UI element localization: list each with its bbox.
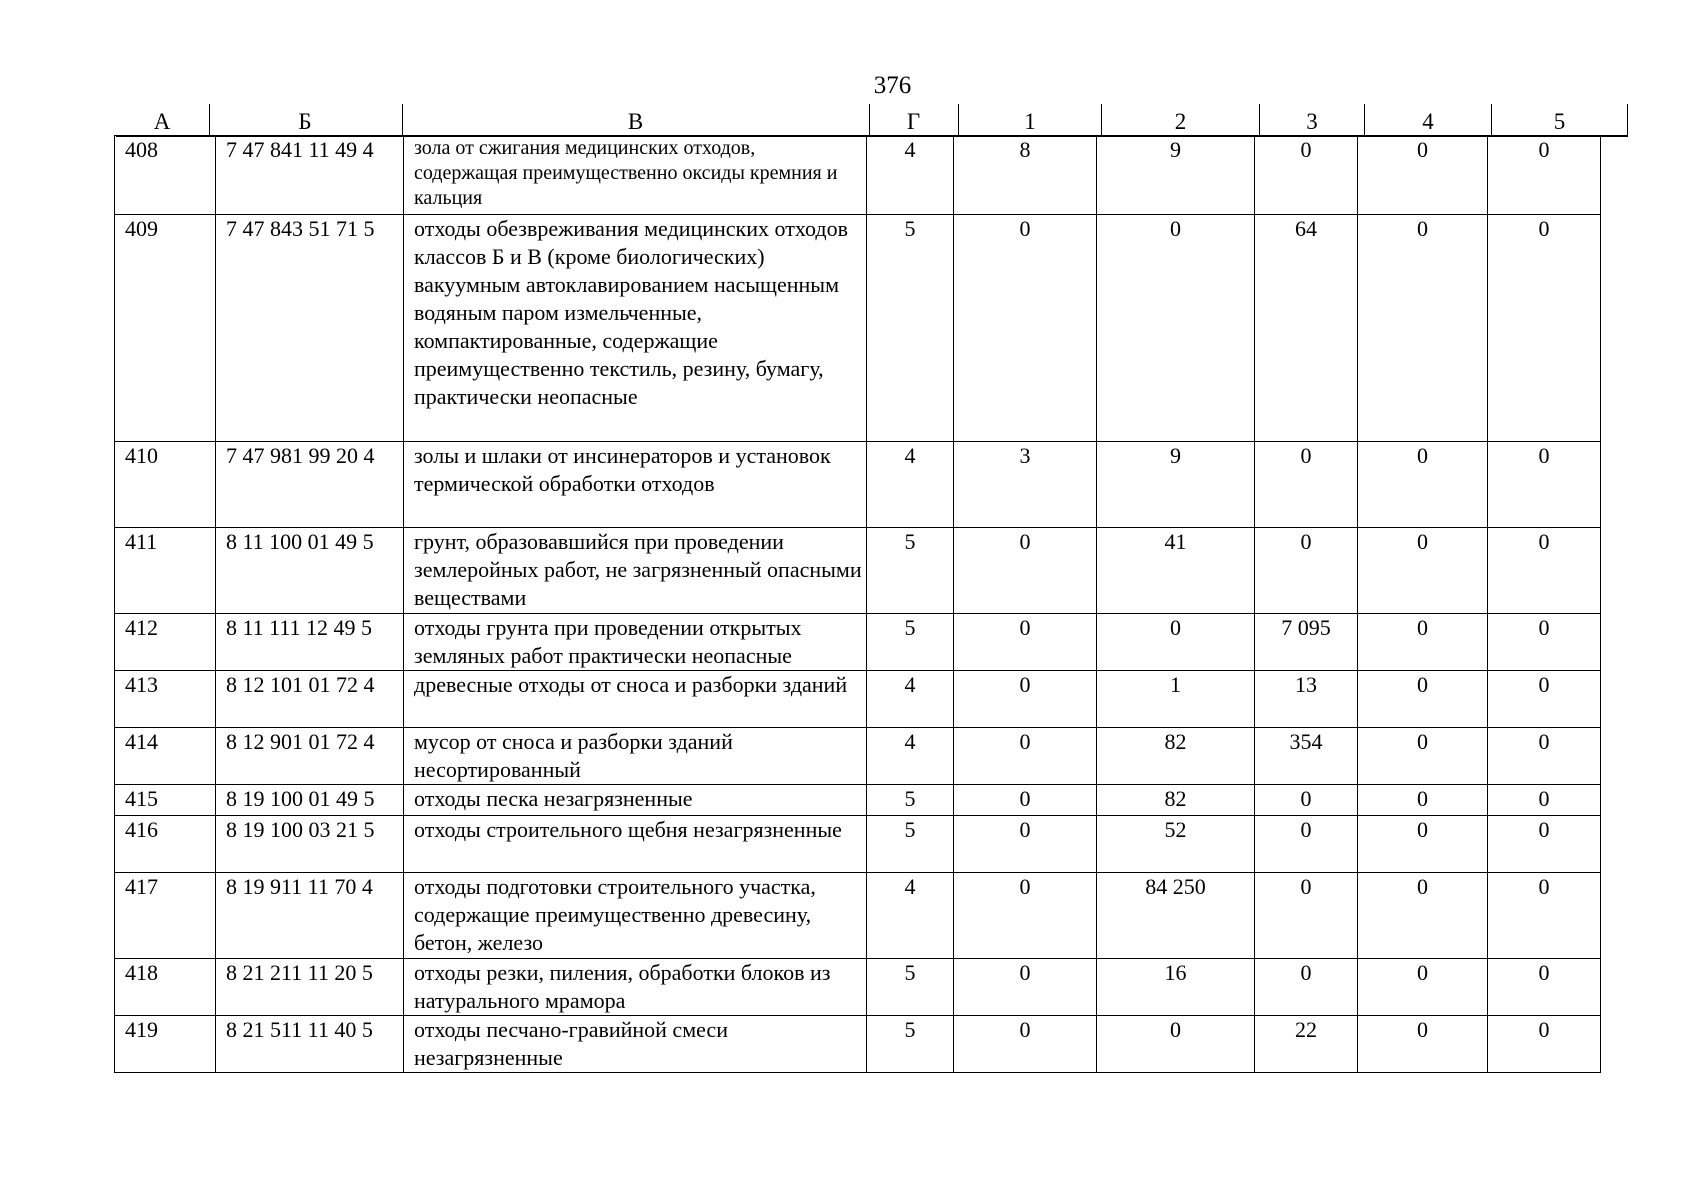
header-cell-4: 4 [1422,109,1434,134]
header-cell-1: 1 [1024,109,1036,134]
waste-description: отходы песка незагрязненные [404,785,867,816]
waste-code: 8 21 211 11 20 5 [216,959,404,1016]
waste-description: золы и шлаки от инсинераторов и установок термической обработки отходов [404,442,867,528]
value-col-4: 0 [1358,816,1488,873]
hazard-class: 5 [867,614,954,671]
value-col-3: 7 095 [1255,614,1358,671]
value-col-5: 0 [1488,873,1601,959]
waste-table [114,135,1601,1073]
value-col-1: 0 [954,215,1097,442]
waste-description: мусор от сноса и разборки зданий несортированный [404,728,867,785]
hazard-class: 5 [867,1016,954,1073]
value-col-1: 0 [954,528,1097,614]
value-col-1: 0 [954,959,1097,1016]
value-col-1: 0 [954,728,1097,785]
table-header [116,104,1628,136]
waste-description: отходы строительного щебня незагрязненные [404,816,867,873]
value-col-4: 0 [1358,1016,1488,1073]
value-col-3: 0 [1255,959,1358,1016]
value-col-3: 64 [1255,215,1358,442]
waste-description: зола от сжигания медицинских отходов, содержащая преимущественно оксиды кремния и кальция [404,136,867,215]
row-number: 408 [115,136,216,215]
waste-description: отходы обезвреживания медицинских отходов классов Б и В (кроме биологических) вакуумным автоклавированием насыщенным водяным паром измельченные, компактированные, содержащие преимущественно текстиль, резину, бумагу, практически неопасные [404,215,867,442]
row-number: 411 [115,528,216,614]
value-col-2: 0 [1097,614,1255,671]
value-col-2: 0 [1097,215,1255,442]
value-col-5: 0 [1488,959,1601,1016]
value-col-2: 41 [1097,528,1255,614]
value-col-5: 0 [1488,728,1601,785]
value-col-3: 0 [1255,136,1358,215]
waste-code: 7 47 981 99 20 4 [216,442,404,528]
waste-code: 8 19 100 03 21 5 [216,816,404,873]
header-cell-g: Г [906,109,921,134]
row-number: 413 [115,671,216,728]
value-col-5: 0 [1488,671,1601,728]
value-col-1: 0 [954,614,1097,671]
table-row [115,671,1601,728]
waste-code: 7 47 841 11 49 4 [216,136,404,215]
row-number: 418 [115,959,216,1016]
table-row [115,959,1601,1016]
value-col-1: 0 [954,1016,1097,1073]
waste-description: отходы резки, пиления, обработки блоков из натурального мрамора [404,959,867,1016]
waste-code: 8 21 511 11 40 5 [216,1016,404,1073]
header-cell-v: В [627,109,644,134]
value-col-3: 0 [1255,816,1358,873]
waste-code: 8 11 100 01 49 5 [216,528,404,614]
waste-code: 8 11 111 12 49 5 [216,614,404,671]
waste-description: древесные отходы от сноса и разборки зданий [404,671,867,728]
value-col-5: 0 [1488,785,1601,816]
value-col-4: 0 [1358,614,1488,671]
header-cell-a: А [153,109,171,134]
value-col-1: 0 [954,671,1097,728]
value-col-5: 0 [1488,442,1601,528]
table-row [115,1016,1601,1073]
waste-description: грунт, образовавшийся при проведении землеройных работ, не загрязненный опасными веществами [404,528,867,614]
value-col-4: 0 [1358,728,1488,785]
table-row [115,215,1601,442]
value-col-3: 0 [1255,442,1358,528]
value-col-2: 52 [1097,816,1255,873]
value-col-4: 0 [1358,136,1488,215]
value-col-3: 22 [1255,1016,1358,1073]
value-col-2: 9 [1097,136,1255,215]
hazard-class: 5 [867,959,954,1016]
table-row [115,442,1601,528]
waste-description: отходы подготовки строительного участка, содержащие преимущественно древесину, бетон, железо [404,873,867,959]
row-number: 419 [115,1016,216,1073]
value-col-3: 354 [1255,728,1358,785]
hazard-class: 4 [867,728,954,785]
table-row [115,785,1601,816]
table-row [115,528,1601,614]
value-col-1: 0 [954,816,1097,873]
waste-description: отходы песчано-гравийной смеси незагрязненные [404,1016,867,1073]
value-col-1: 0 [954,785,1097,816]
value-col-2: 1 [1097,671,1255,728]
table-row [115,873,1601,959]
value-col-5: 0 [1488,528,1601,614]
value-col-1: 0 [954,873,1097,959]
value-col-3: 13 [1255,671,1358,728]
hazard-class: 5 [867,785,954,816]
row-number: 415 [115,785,216,816]
waste-code: 8 19 911 11 70 4 [216,873,404,959]
value-col-5: 0 [1488,136,1601,215]
value-col-2: 16 [1097,959,1255,1016]
waste-code: 8 12 901 01 72 4 [216,728,404,785]
waste-code: 8 12 101 01 72 4 [216,671,404,728]
header-cell-2: 2 [1174,109,1187,134]
header-cell-5: 5 [1553,109,1566,134]
hazard-class: 5 [867,215,954,442]
value-col-2: 82 [1097,728,1255,785]
value-col-1: 8 [954,136,1097,215]
header-cell-b: Б [298,109,312,134]
hazard-class: 4 [867,671,954,728]
row-number: 409 [115,215,216,442]
value-col-5: 0 [1488,816,1601,873]
waste-code: 7 47 843 51 71 5 [216,215,404,442]
value-col-2: 9 [1097,442,1255,528]
row-number: 416 [115,816,216,873]
page-number: 376 [873,72,912,99]
value-col-4: 0 [1358,873,1488,959]
value-col-3: 0 [1255,785,1358,816]
waste-code: 8 19 100 01 49 5 [216,785,404,816]
table-row [115,136,1601,215]
value-col-3: 0 [1255,873,1358,959]
value-col-1: 3 [954,442,1097,528]
hazard-class: 5 [867,816,954,873]
value-col-2: 0 [1097,1016,1255,1073]
value-col-4: 0 [1358,215,1488,442]
value-col-5: 0 [1488,215,1601,442]
value-col-2: 84 250 [1097,873,1255,959]
value-col-4: 0 [1358,785,1488,816]
hazard-class: 4 [867,442,954,528]
row-number: 414 [115,728,216,785]
value-col-4: 0 [1358,959,1488,1016]
row-number: 410 [115,442,216,528]
value-col-3: 0 [1255,528,1358,614]
value-col-4: 0 [1358,671,1488,728]
row-number: 417 [115,873,216,959]
hazard-class: 4 [867,136,954,215]
value-col-5: 0 [1488,1016,1601,1073]
value-col-2: 82 [1097,785,1255,816]
table-row [115,728,1601,785]
row-number: 412 [115,614,216,671]
header-cell-3: 3 [1306,109,1318,134]
hazard-class: 5 [867,528,954,614]
table-row [115,816,1601,873]
waste-description: отходы грунта при проведении открытых земляных работ практически неопасные [404,614,867,671]
hazard-class: 4 [867,873,954,959]
table-row [115,614,1601,671]
value-col-4: 0 [1358,442,1488,528]
value-col-4: 0 [1358,528,1488,614]
value-col-5: 0 [1488,614,1601,671]
